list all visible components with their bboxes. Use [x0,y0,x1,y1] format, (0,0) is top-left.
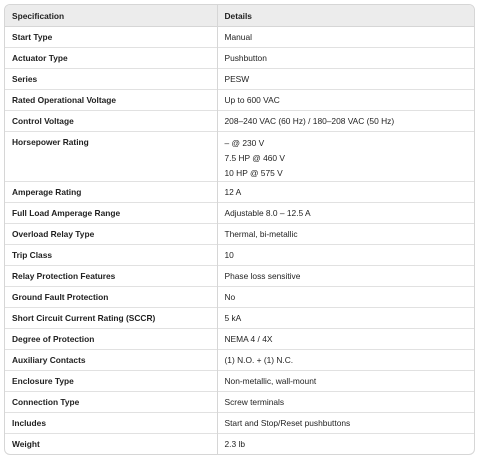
table-row [5,245,474,266]
column-header-specification: Specification [5,5,217,27]
spec-name-cell: Start Type [12,32,53,42]
spec-value-line: (1) N.O. + (1) N.C. [224,354,294,365]
spec-name-cell: Horsepower Rating [5,132,217,182]
table-row [5,182,474,203]
spec-value-cell [217,48,474,69]
column-header-details: Details [217,5,474,27]
spec-value-line: Phase loss sensitive [224,270,301,281]
spec-value-line: 10 HP @ 575 V [224,168,283,178]
spec-value-cell [217,203,474,224]
spec-value-line: NEMA 4 / 4X [224,333,273,344]
spec-value-cell [217,413,474,434]
spec-name-cell: Control Voltage [5,111,217,132]
spec-value-cell [217,182,474,203]
table-row [5,329,474,350]
spec-name-cell: Includes [5,413,217,434]
spec-value-cell [217,224,474,245]
spec-value-line: Screw terminals [224,396,285,407]
table-body [5,27,474,455]
spec-name-cell: Series [5,69,217,90]
spec-value-cell [217,69,474,90]
spec-value-line: 5 kA [224,312,242,323]
spec-value-cell [217,308,474,329]
table-row [5,203,474,224]
table-row [5,27,474,48]
spec-value-line: 7.5 HP @ 460 V [224,153,285,163]
spec-value-line: PESW [224,73,250,84]
spec-value-cell [217,371,474,392]
spec-table [5,5,474,454]
spec-value-cell [217,350,474,371]
spec-value-cell [217,287,474,308]
spec-name-cell: Overload Relay Type [5,224,217,245]
spec-value-cell [217,329,474,350]
table-row [5,224,474,245]
spec-value-line: Start and Stop/Reset pushbuttons [224,417,351,428]
spec-name-cell: Auxiliary Contacts [5,350,217,371]
spec-value-line: 208–240 VAC (60 Hz) / 180–208 VAC (50 Hz) [224,115,395,126]
spec-value-cell [217,266,474,287]
spec-name-cell: Full Load Amperage Range [5,203,217,224]
spec-value-cell [217,111,474,132]
table-row [5,434,474,455]
table-row [5,48,474,69]
table-row [5,413,474,434]
spec-name-cell: Enclosure Type [5,371,217,392]
table-row [5,132,474,182]
spec-value-cell [217,27,474,48]
table-row [5,350,474,371]
spec-name-cell: Relay Protection Features [5,266,217,287]
spec-value-line: Pushbutton [224,52,267,63]
table-row [5,371,474,392]
spec-value-line: Adjustable 8.0 – 12.5 A [224,207,311,218]
spec-value-line: Thermal, bi-metallic [224,228,298,239]
spec-name-cell: Amperage Rating [5,182,217,203]
spec-value-line: Non-metallic, wall-mount [224,375,317,386]
spec-value-cell [217,392,474,413]
spec-value-cell [217,434,474,455]
table-row [5,287,474,308]
spec-value-line: No [224,291,236,302]
spec-name-cell: Actuator Type [5,48,217,69]
spec-value-line: – @ 230 V [224,138,265,148]
spec-table-container [4,4,475,455]
spec-name-cell: Weight [5,434,217,455]
table-row [5,111,474,132]
table-row [5,266,474,287]
spec-name-cell: Trip Class [5,245,217,266]
spec-name-cell: Connection Type [5,392,217,413]
table-row [5,90,474,111]
spec-value-cell [217,245,474,266]
spec-value-line: 10 [224,249,234,260]
spec-value-cell [217,90,474,111]
spec-name-cell: Ground Fault Protection [5,287,217,308]
spec-value-line: Manual [224,31,252,42]
table-row [5,69,474,90]
spec-value-line: 12 A [224,186,242,197]
spec-value-line: 2.3 lb [224,438,245,449]
spec-name-cell: Rated Operational Voltage [5,90,217,111]
spec-value-cell [217,132,474,182]
spec-name-cell: Short Circuit Current Rating (SCCR) [5,308,217,329]
table-row [5,308,474,329]
spec-value-line: Up to 600 VAC [224,94,280,105]
spec-name-cell: Degree of Protection [5,329,217,350]
table-row [5,392,474,413]
table-header-row [5,5,474,27]
